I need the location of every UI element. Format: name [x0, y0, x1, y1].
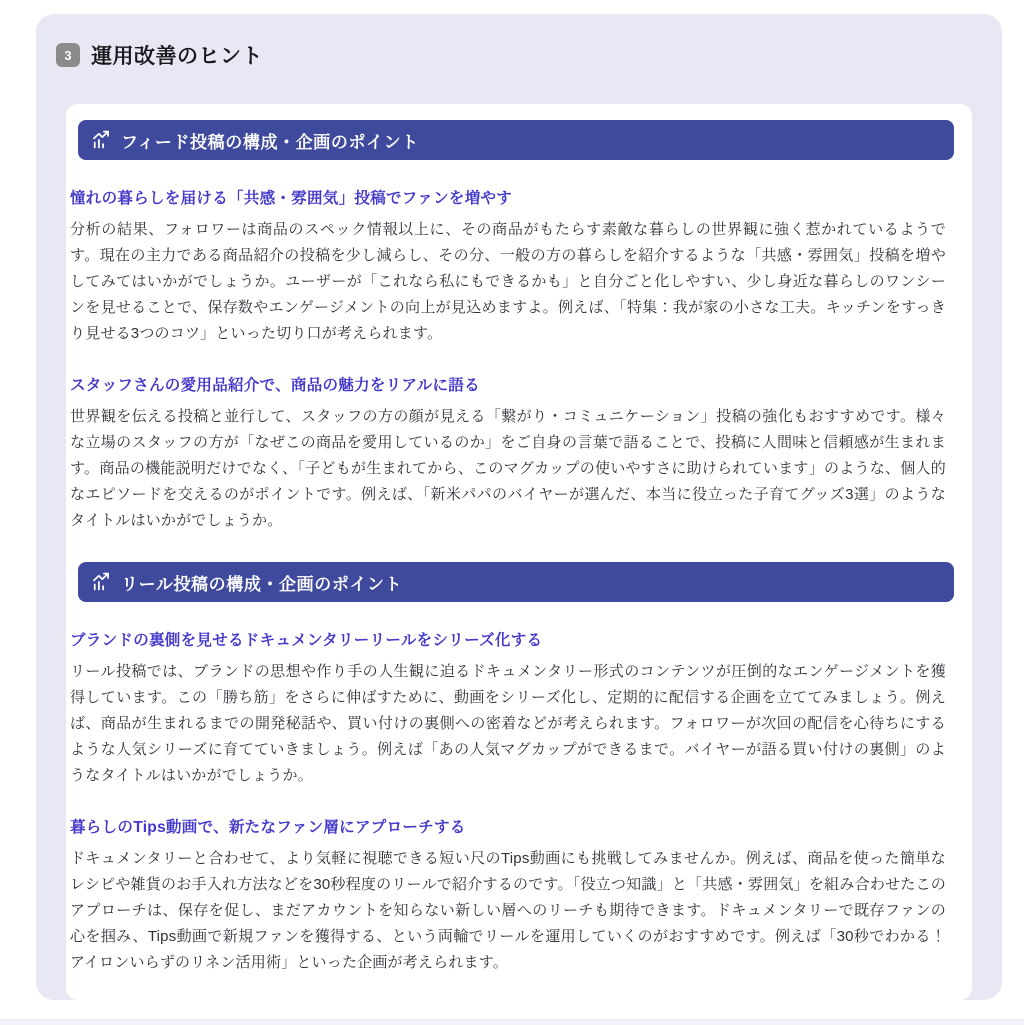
- chart-trend-icon: [91, 572, 111, 592]
- tip-body: リール投稿では、ブランドの思想や作り手の人生観に迫るドキュメンタリー形式のコンテンツが圧倒的なエンゲージメントを獲得しています。この「勝ち筋」をさらに伸ばすために、動画をシリーズ化し、定期的に配信する企画を立ててみましょう。例えば、商品が生まれるまでの開発秘話や、買い付けの裏側への密着などが考えられます。フォロワーが次回の配信を心待ちにするような人気シリーズに育てていきましょう。例えば「あの人気マグカップができるまで。バイヤーが語る買い付けの裏側」のようなタイトルはいかがでしょうか。: [70, 663, 946, 784]
- feed-post-banner: [78, 120, 954, 160]
- section-number-badge: 3: [56, 43, 80, 67]
- tip-heading: スタッフさんの愛用品紹介で、商品の魅力をリアルに語る: [70, 377, 480, 394]
- reel-post-banner-label: リール投稿の構成・企画のポイント: [121, 574, 403, 594]
- tip-block: [70, 628, 946, 789]
- feed-post-banner-label: フィード投稿の構成・企画のポイント: [121, 132, 419, 152]
- tip-heading: 暮らしのTips動画で、新たなファン層にアプローチする: [70, 819, 466, 836]
- reel-post-banner: [78, 562, 954, 602]
- tip-body: 分析の結果、フォロワーは商品のスペック情報以上に、その商品がもたらす素敵な暮らしの世界観に強く惹かれているようです。現在の主力である商品紹介の投稿を少し減らし、その分、一般の方の暮らしを紹介するような「共感・雰囲気」投稿を増やしてみてはいかがでしょうか。ユーザーが「これなら私にもできるかも」と自分ごと化しやすい、少し身近な暮らしのワンシーンを見せることで、保存数やエンゲージメントの向上が見込めますよ。例えば、「特集：我が家の小さな工夫。キッチンをすっきり見せる3つのコツ」といった切り口が考えられます。: [70, 221, 946, 342]
- tip-block: [70, 373, 946, 534]
- tips-card: [66, 104, 972, 1000]
- improvement-hints-section: [36, 14, 1002, 1000]
- tip-body: ドキュメンタリーと合わせて、より気軽に視聴できる短い尺のTips動画にも挑戦してみませんか。例えば、商品を使った簡単なレシピや雑貨のお手入れ方法などを30秒程度のリールで紹介するのです。「役立つ知識」と「共感・雰囲気」を組み合わせたこのアプローチは、保存を促し、まだアカウントを知らない新しい層へのリーチも期待できます。ドキュメンタリーで既存ファンの心を掴み、Tips動画で新規ファンを獲得する、という両輪でリールを運用していくのがおすすめです。例えば「30秒でわかる！アイロンいらずのリネン活用術」といった企画が考えられます。: [70, 850, 946, 971]
- page-title: 運用改善のヒント: [91, 45, 263, 68]
- tip-block: [70, 186, 946, 347]
- section-header: [56, 40, 982, 70]
- tip-heading: ブランドの裏側を見せるドキュメンタリーリールをシリーズ化する: [70, 632, 543, 649]
- tip-body: 世界観を伝える投稿と並行して、スタッフの方の顔が見える「繋がり・コミュニケーション」投稿の強化もおすすめです。様々な立場のスタッフの方が「なぜこの商品を愛用しているのか」をご自身の言葉で語ることで、投稿に人間味と信頼感が生まれます。商品の機能説明だけでなく、「子どもが生まれてから、このマグカップの使いやすさに助けられています」のような、個人的なエピソードを交えるのがポイントです。例えば、「新米パパのバイヤーが選んだ、本当に役立った子育てグッズ3選」のようなタイトルはいかがでしょうか。: [70, 408, 946, 529]
- chart-trend-icon: [91, 130, 111, 150]
- tip-heading: 憧れの暮らしを届ける「共感・雰囲気」投稿でファンを増やす: [70, 190, 513, 207]
- next-section-edge: [0, 1019, 1024, 1025]
- tip-block: [70, 815, 946, 976]
